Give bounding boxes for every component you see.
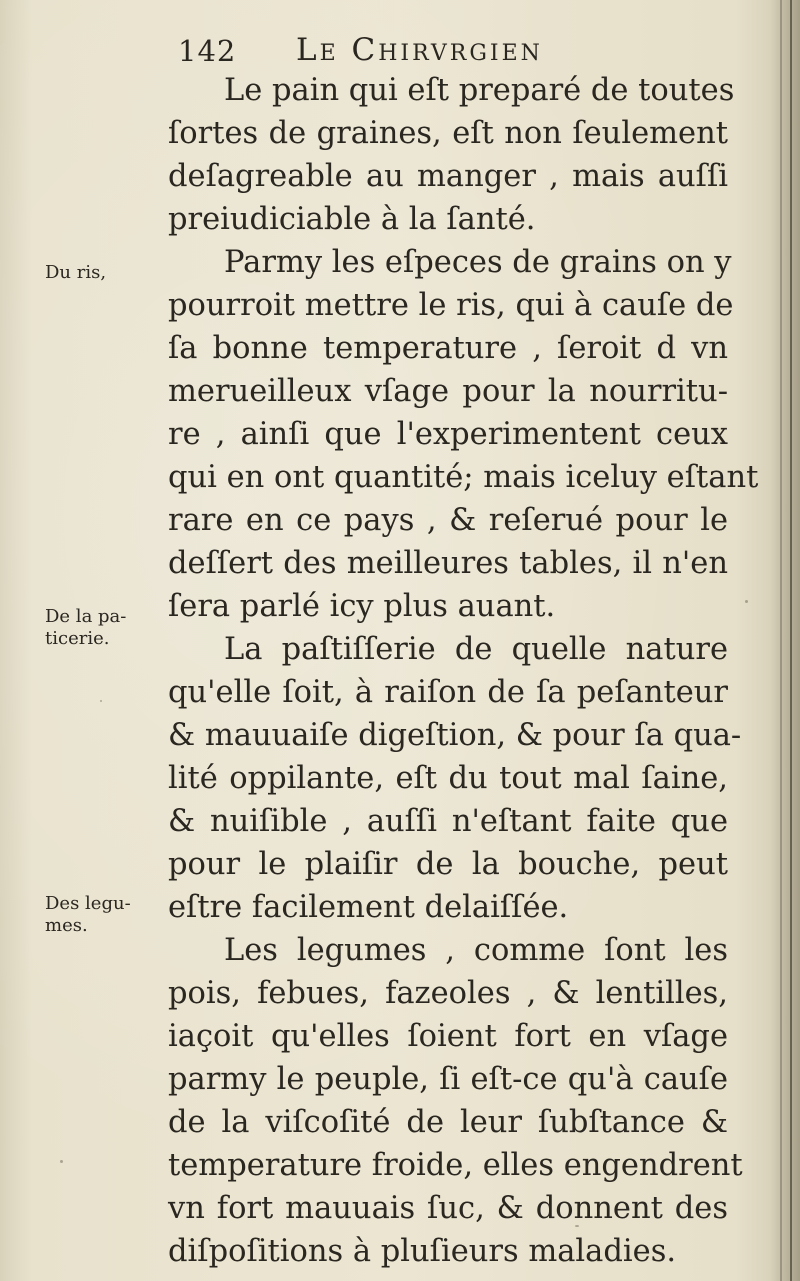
running-title: Le Chirvrgien (296, 32, 543, 68)
paper-speck (60, 1160, 63, 1163)
page-edge-line (790, 0, 792, 1281)
margin-note-line: mes. (45, 915, 88, 936)
text-line: pour le plaiſir de la bouche, peut (168, 847, 728, 882)
margin-note-line: De la pa- (45, 606, 127, 627)
text-line: qu'elle ſoit, à raiſon de ſa peſanteur (168, 675, 728, 710)
text-line: de la viſcoſité de leur ſubſtance & (168, 1105, 728, 1140)
text-line: Le pain qui eſt preparé de toutes (224, 73, 735, 108)
text-line: ſera parlé icy plus auant. (168, 589, 556, 624)
text-line: eſtre facilement delaiſſée. (168, 890, 569, 925)
text-line: preiudiciable à la ſanté. (168, 202, 536, 237)
text-line: qui en ont quantité; mais iceluy eſtant (168, 460, 759, 495)
margin-note-line: Du ris, (45, 262, 107, 283)
page-edge-shadow (770, 0, 800, 1281)
paper-speck (745, 600, 748, 603)
text-line: ſa bonne temperature , ſeroit d vn (168, 331, 728, 366)
text-line: merueilleux vſage pour la nourritu- (168, 374, 728, 409)
text-line: re , ainſi que l'experimentent ceux (168, 417, 728, 452)
page-number: 142 (178, 34, 237, 68)
text-line: La paſtiſſerie de quelle nature (224, 632, 728, 667)
margin-note-line: ticerie. (45, 628, 110, 649)
text-line: deſſert des meilleures tables, il n'en (168, 546, 728, 581)
text-line: vn fort mauuais ſuc, & donnent des (168, 1191, 728, 1226)
page-edge-line-inner (780, 0, 782, 1281)
text-line: pois, febues, fazeoles , & lentilles, (168, 976, 728, 1011)
text-line: parmy le peuple, ſi eſt-ce qu'à cauſe (168, 1062, 728, 1097)
text-line: & nuiſible , auſſi n'eſtant faite que (168, 804, 728, 839)
margin-note-patisserie (45, 606, 126, 650)
text-line: iaçoit qu'elles ſoient fort en vſage (168, 1019, 728, 1054)
text-line: lité oppilante, eſt du tout mal ſaine, (168, 761, 728, 796)
margin-note-legumes (45, 893, 131, 937)
text-line: temperature froide, elles engendrent (168, 1148, 743, 1183)
text-line: deſagreable au manger , mais auſſi (168, 159, 728, 194)
text-line: & mauuaiſe digeſtion, & pour ſa qua- (168, 718, 742, 753)
text-line: Les legumes , comme ſont les (224, 933, 728, 968)
margin-note-line: Des legu- (45, 893, 131, 914)
text-line: pourroit mettre le ris, qui à cauſe de (168, 288, 734, 323)
paper-speck (575, 1225, 579, 1227)
text-line: diſpoſitions à pluſieurs maladies. (168, 1234, 677, 1269)
margin-note-du-ris (45, 262, 106, 284)
text-line: Parmy les eſpeces de grains on y (224, 245, 732, 280)
text-line: ſortes de graines, eſt non ſeulement (168, 116, 728, 151)
paper-speck (100, 700, 102, 702)
text-line: rare en ce pays , & reſerué pour le (168, 503, 728, 538)
